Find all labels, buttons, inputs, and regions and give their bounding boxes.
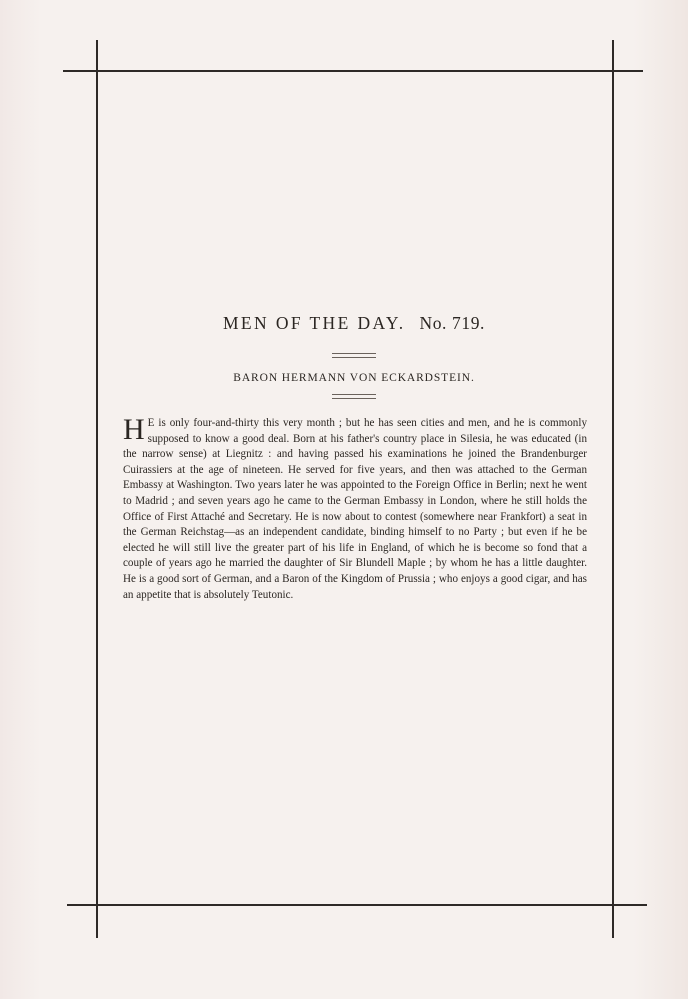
drop-cap: H	[123, 413, 145, 446]
article-text: E is only four-and-thirty this very month ; but he has seen cities and men, and he is commonly supposed to know a good deal. Born at his father's country place in Silesia, he was educated (in the narrow sense) at Liegnitz : and having passed his examinations he joined the Brandenburger Cuirassiers at the age of nineteen. He served for five years, and then was attached to the German Embassy at Washington. Two years later he was appointed to the Foreign Office in Berlin; next he went to Madrid ; and seven years ago he came to the German Embassy in London, where he still holds the Office of First Attaché and Secretary. He is now about to contest (somewhere near Frankfort) a seat in the German Reichstag—as an independent candidate, binding himself to no Party ; but even if he be elected he will still live the greater part of his life in England, of which he is become so fond that a couple of years ago he married the daughter of Sir Blundell Maple ; by whom he has a little daughter. He is a good sort of German, and a Baron of the Kingdom of Prussia ; who enjoys a good cigar, and has an appetite that is absolutely Teutonic.	[123, 417, 587, 601]
ornament-rule-upper	[332, 353, 376, 358]
top-border-rule	[63, 70, 643, 72]
ornament-rule-lower	[332, 394, 376, 399]
title-heading: MEN OF THE DAY.	[222, 313, 406, 333]
title-number: No. 719.	[419, 313, 486, 333]
right-border-rule	[612, 40, 614, 938]
article-body	[123, 413, 587, 603]
article-subtitle: BARON HERMANN VON ECKARDSTEIN.	[233, 372, 475, 384]
left-border-rule	[96, 40, 98, 938]
page-title	[96, 313, 612, 334]
bottom-border-rule	[67, 904, 647, 906]
